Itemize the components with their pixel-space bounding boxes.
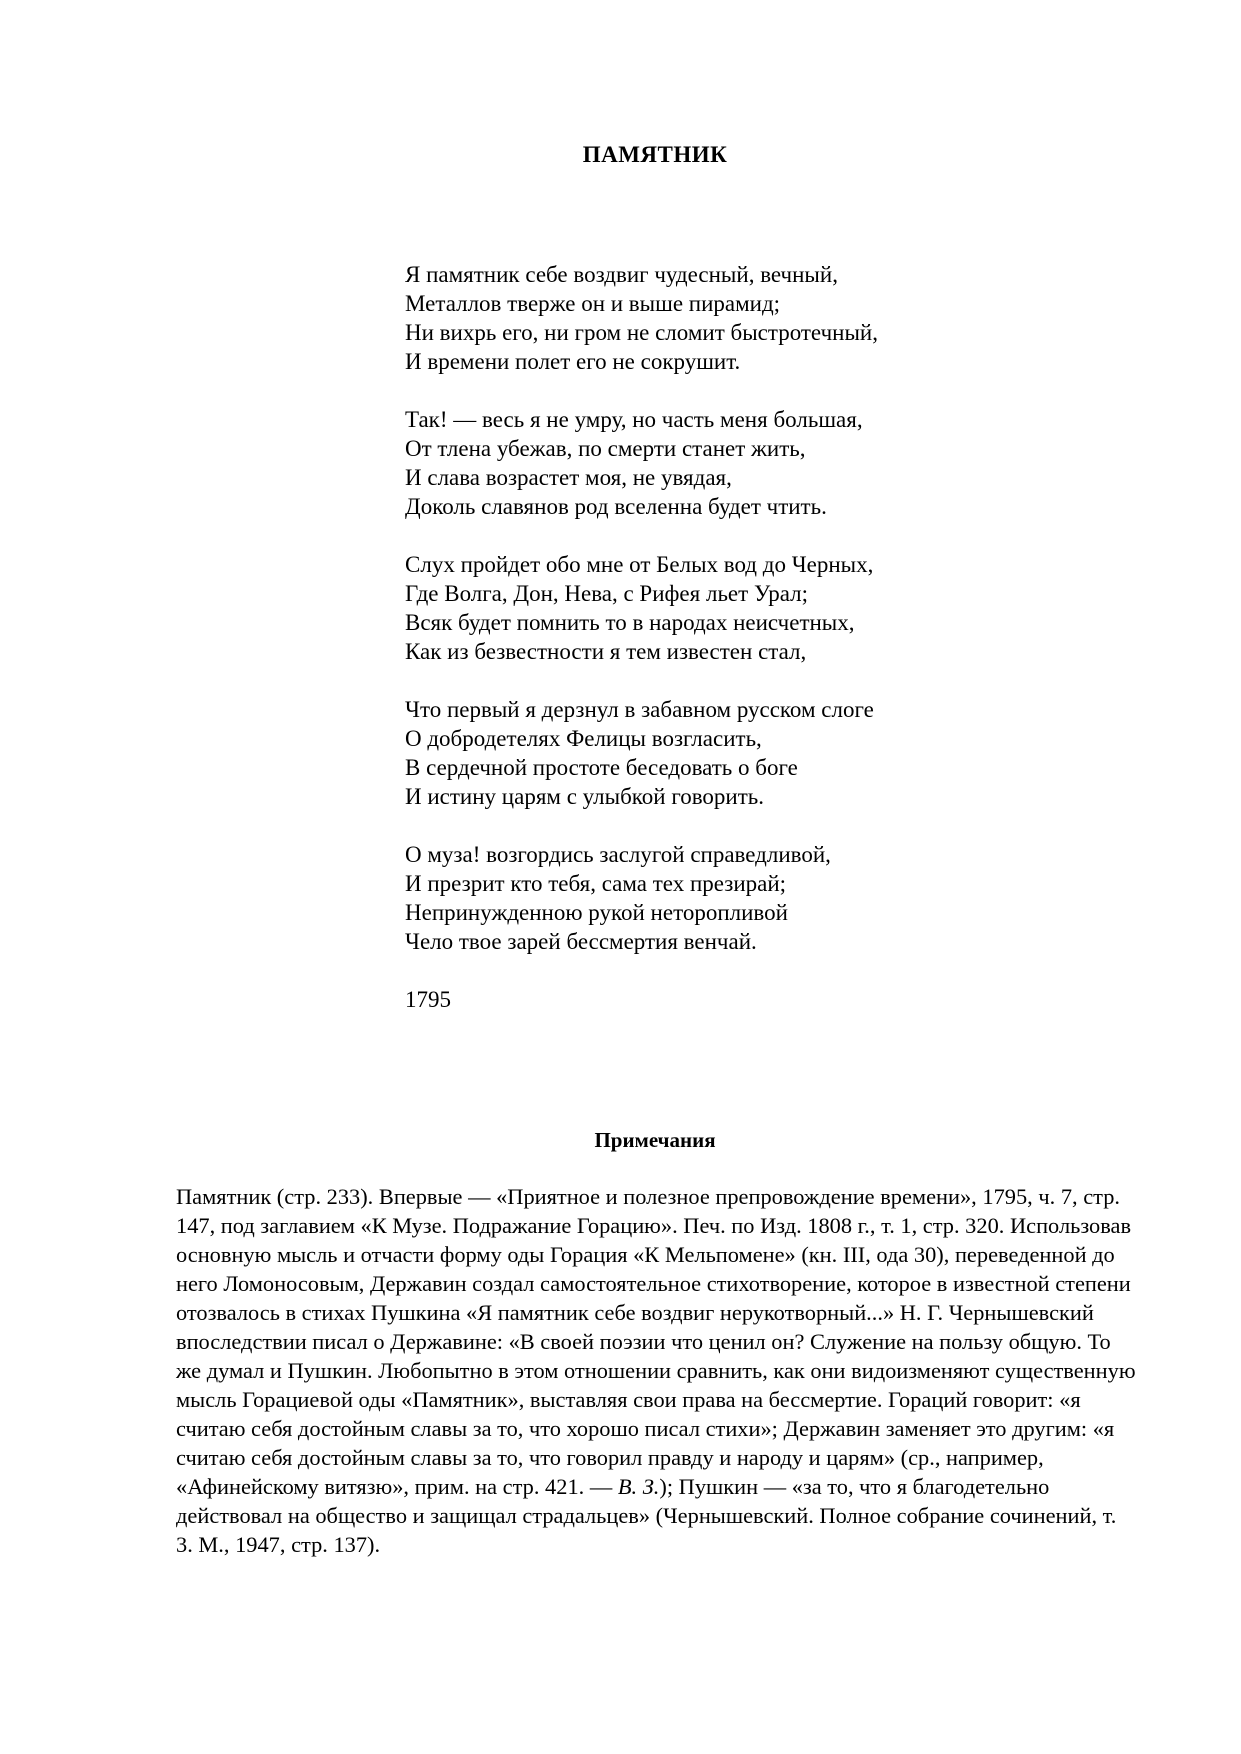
verse-line: И презрит кто тебя, сама тех презирай; <box>405 871 787 896</box>
verse-line: О добродетелях Фелицы возгласить, <box>405 726 762 751</box>
poem <box>405 260 1025 1014</box>
notes-italic-initials: В. З. <box>617 1474 660 1499</box>
verse-line: В сердечной простоте беседовать о боге <box>405 755 798 780</box>
page-title: ПАМЯТНИК <box>582 142 728 167</box>
verse-line: Так! — весь я не умру, но часть меня большая, <box>405 407 863 432</box>
verse-line: И истину царям с улыбкой говорить. <box>405 784 765 809</box>
stanza-4 <box>405 695 1025 811</box>
stanza-1 <box>405 260 1025 376</box>
notes-text-part1: Памятник (стр. 233). Впервые — «Приятное и полезное препровождение времени», 1795, ч. 7, стр. 147, под заглавием «К Музе. Подражание Горацию». Печ. по Изд. 1808 г., т. 1, стр. 320. Использовав основную мысль и отчасти форму оды Горация «К Мельпомене» (кн. III, ода 30), переведенной до него Ломоносовым, Державин создал самостоятельное стихотворение, которое в известной степени отозвалось в стихах Пушкина «Я памятник себе воздвиг нерукотворный...» Н. Г. Чернышевский впоследствии писал о Державине: «В своей поэзии что ценил он? Служение на пользу общую. То же думал и Пушкин. Любопытно в этом отношении сравнить, как они видоизменяют существенную мысль Горациевой оды «Памятник», выставляя свои права на бессмертие. Гораций говорит: «я считаю себя достойным славы за то, что хорошо писал стихи»; Державин заменяет это другим: «я считаю себя достойным славы за то, что говорил правду и народу и царям» (ср., например, «Афинейскому витязю», прим. на стр. 421. — <box>176 1184 1136 1499</box>
verse-line: Доколь славянов род вселенна будет чтить. <box>405 494 827 519</box>
verse-line: Ни вихрь его, ни гром не сломит быстротечный, <box>405 320 878 345</box>
verse-line: Всяк будет помнить то в народах неисчетных, <box>405 610 855 635</box>
verse-line: И времени полет его не сокрушит. <box>405 349 741 374</box>
verse-line: Чело твое зарей бессмертия венчай. <box>405 929 757 954</box>
verse-line: И слава возрастет моя, не увядая, <box>405 465 732 490</box>
poem-date: 1795 <box>405 987 451 1012</box>
stanza-3 <box>405 550 1025 666</box>
verse-line: Что первый я дерзнул в забавном русском слоге <box>405 697 874 722</box>
verse-line: Где Волга, Дон, Нева, с Рифея льет Урал; <box>405 581 808 606</box>
verse-line: О муза! возгордись заслугой справедливой, <box>405 842 831 867</box>
verse-line: Непринужденною рукой неторопливой <box>405 900 788 925</box>
notes-paragraph <box>176 1182 1136 1559</box>
stanza-5 <box>405 840 1025 956</box>
verse-line: Металлов тверже он и выше пирамид; <box>405 291 781 316</box>
stanza-2 <box>405 405 1025 521</box>
verse-line: От тлена убежав, по смерти станет жить, <box>405 436 806 461</box>
verse-line: Слух пройдет обо мне от Белых вод до Черных, <box>405 552 874 577</box>
verse-line: Я памятник себе воздвиг чудесный, вечный, <box>405 262 838 287</box>
notes-title: Примечания <box>594 1128 716 1152</box>
verse-line: Как из безвестности я тем известен стал, <box>405 639 807 664</box>
notes-text-part2: ); Пушкин — «за то, что я благодетельно действовал на общество и защищал страдальцев» (Чернышевский. Полное собрание сочинений, т. 3. М., 1947, стр. 137). <box>176 1474 1117 1557</box>
